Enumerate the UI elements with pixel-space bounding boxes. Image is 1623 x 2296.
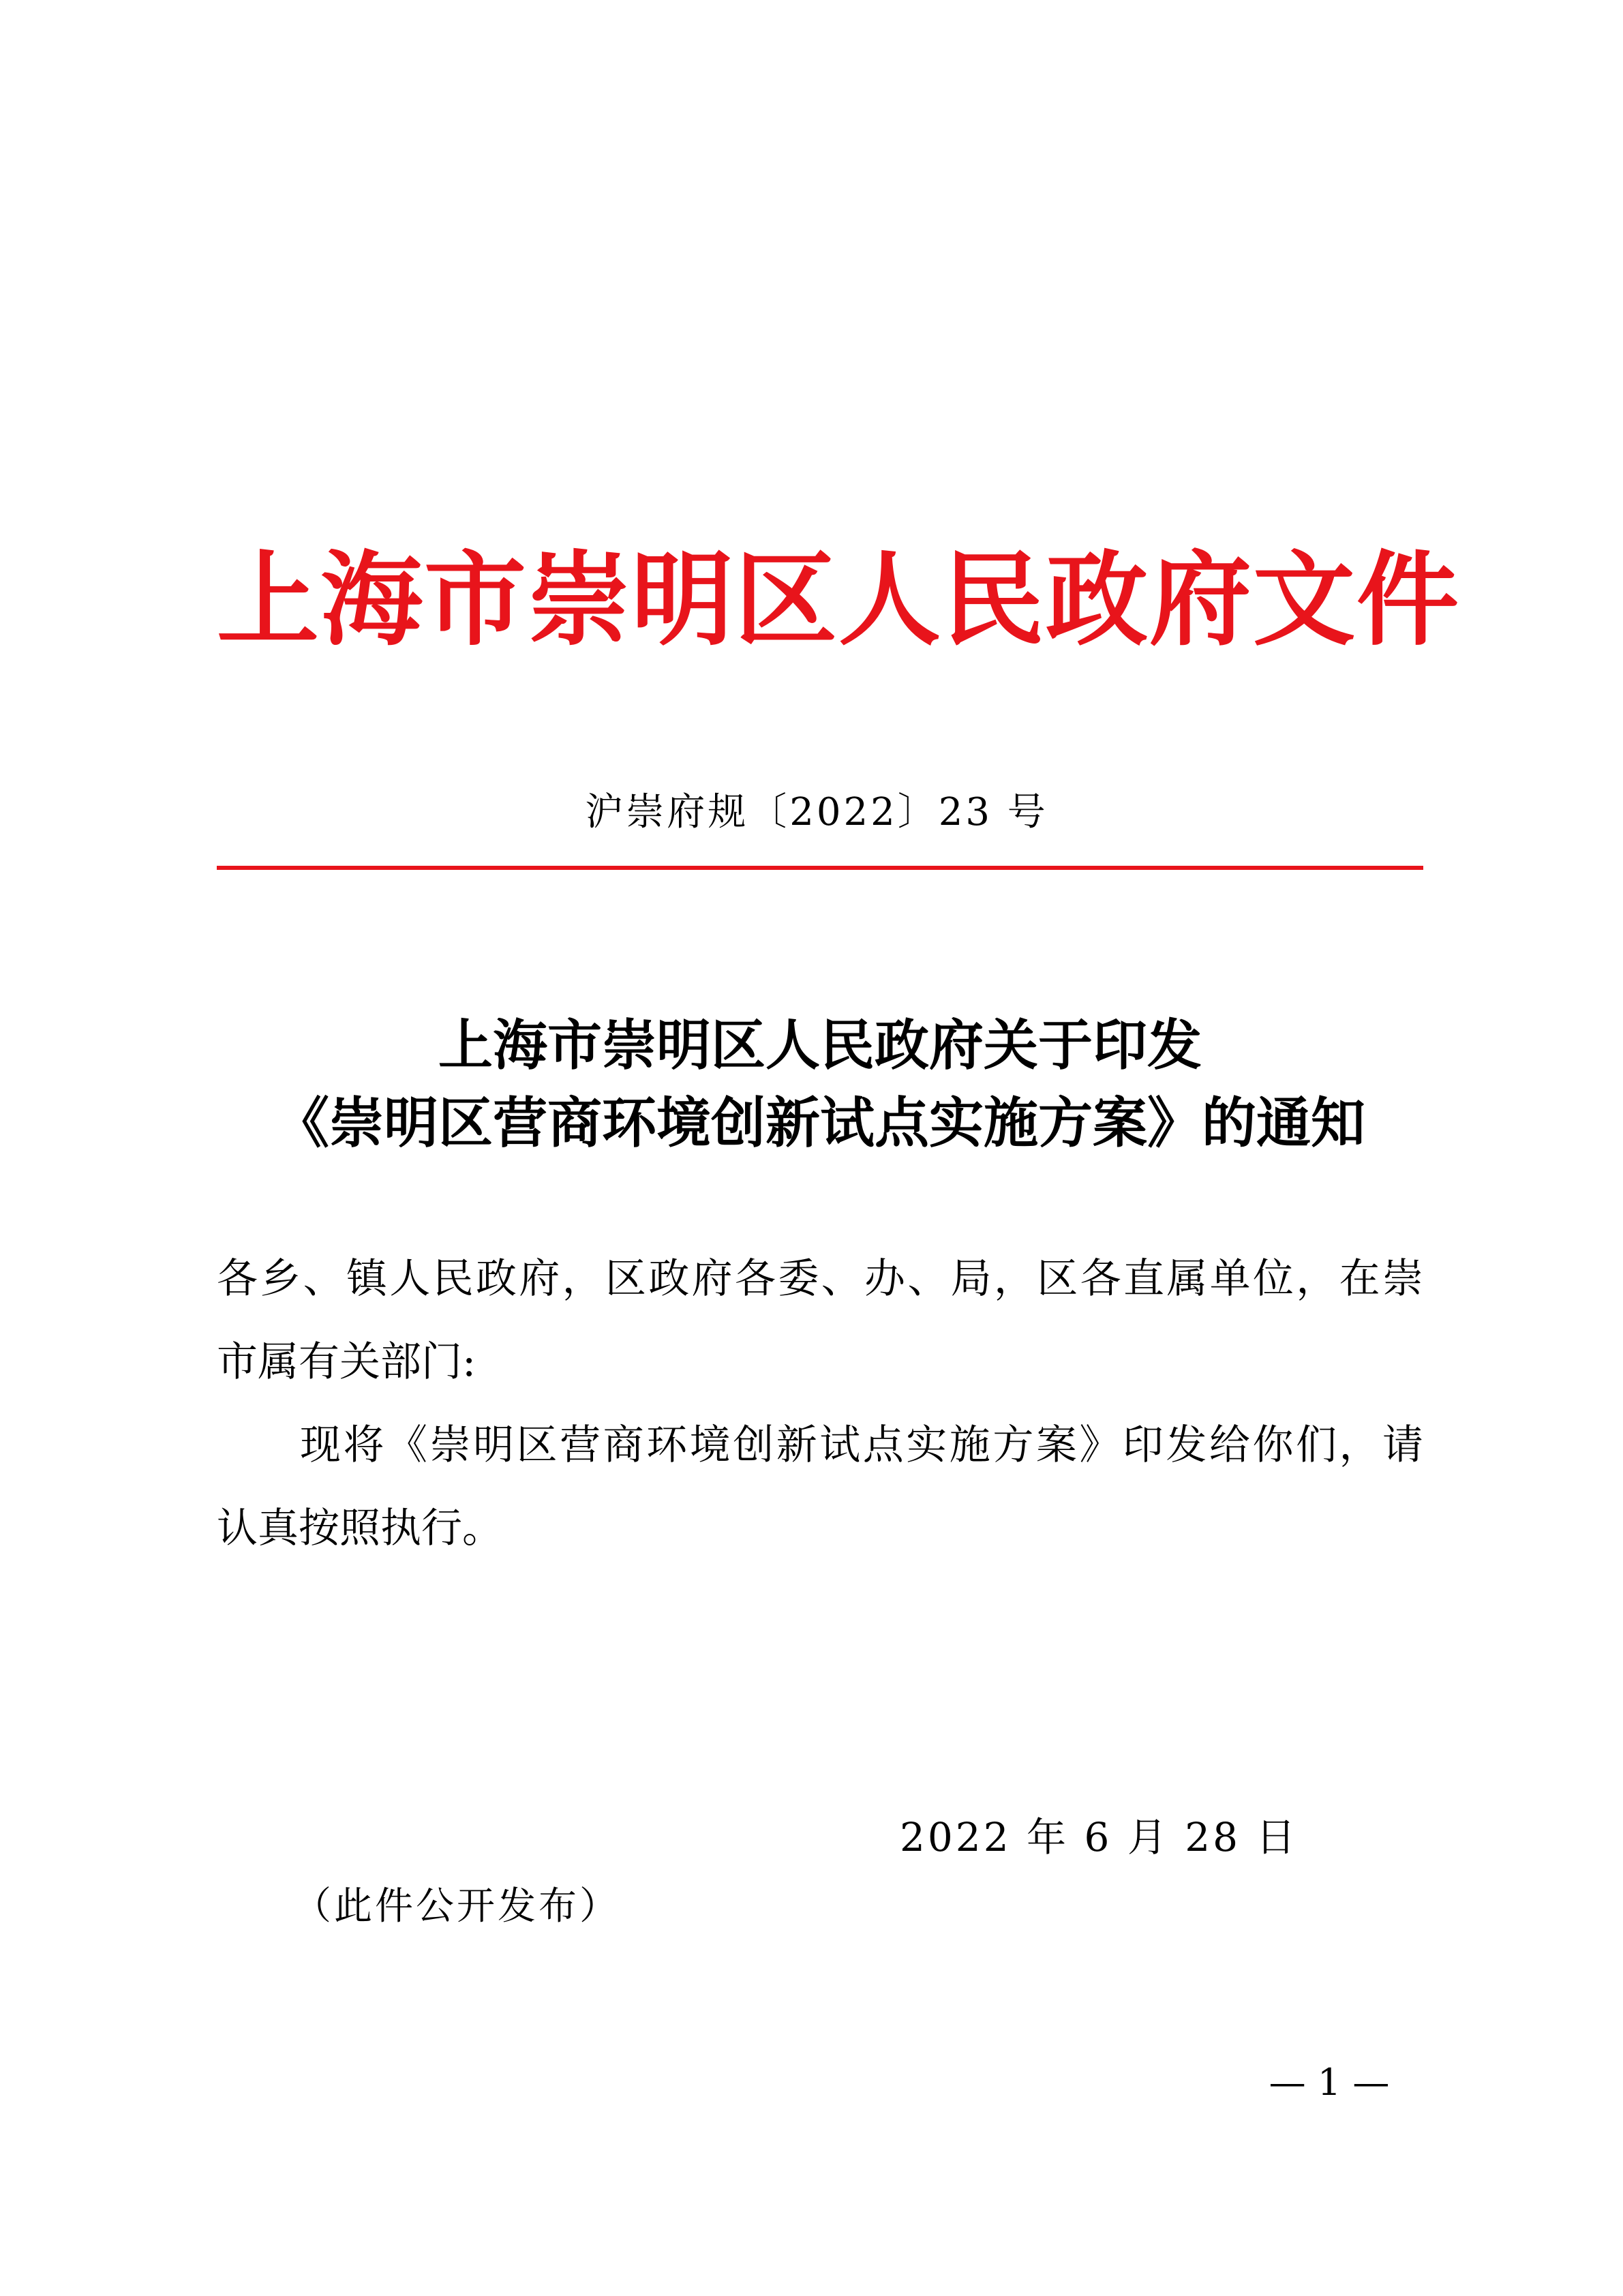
addressee-line-1: 各乡、镇人民政府，区政府各委、办、局，区各直属单位，在崇 [217,1255,1423,1303]
disclosure-note: （此件公开发布） [293,1884,620,1929]
addressee-line-2: 市属有关部门: [217,1338,476,1386]
issuing-authority-header: 上海市崇明区人民政府文件 [217,540,1461,660]
document-number: 沪崇府规〔2022〕23 号 [585,790,1048,834]
body-paragraph-line-2: 认真按照执行。 [217,1505,503,1552]
page-number: — 1 — [1269,2061,1390,2104]
issue-date: 2022 年 6 月 28 日 [900,1814,1299,1860]
body-paragraph-line-1: 现将《崇明区营商环境创新试点实施方案》印发给你们，请 [300,1421,1423,1469]
document-title-line-2: 《崇明区营商环境创新试点实施方案》的通知 [275,1091,1365,1155]
document-title-line-1: 上海市崇明区人民政府关于印发 [438,1013,1202,1077]
red-separator-rule [217,866,1423,870]
